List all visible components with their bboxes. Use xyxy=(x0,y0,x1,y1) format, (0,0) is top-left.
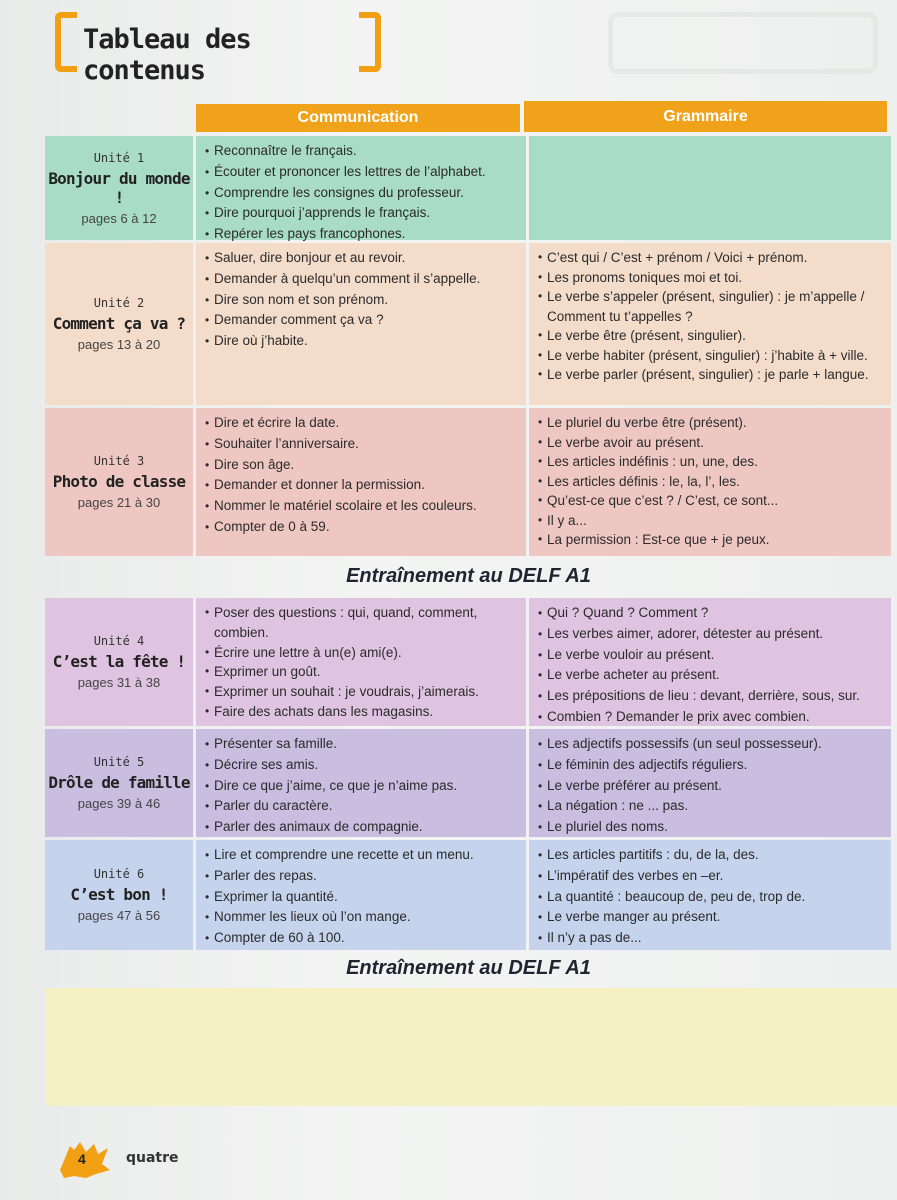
list-item: • Les adjectifs possessifs (un seul possesseur). xyxy=(538,734,885,755)
title-bracket-left xyxy=(55,12,77,72)
list-item: • Écrire une lettre à un(e) ami(e). xyxy=(205,643,520,663)
unit-cell xyxy=(45,598,193,726)
communication-cell xyxy=(196,136,526,240)
list-item: • Qu’est-ce que c’est ? / C’est, ce sont... xyxy=(538,491,885,511)
header-communication: Communication xyxy=(196,104,520,132)
unit-row-2 xyxy=(45,243,891,405)
list-item: • La quantité : beaucoup de, peu de, trop de. xyxy=(538,887,885,908)
list-item: • Exprimer un goût. xyxy=(205,662,520,682)
list-item: • Faire des achats dans les magasins. xyxy=(205,702,520,722)
delf-heading: Entraînement au DELF A1 xyxy=(346,565,591,587)
list-item: • Demander à quelqu’un comment il s’appelle. xyxy=(205,269,520,290)
title-frame xyxy=(55,12,381,86)
list-item: • Le verbe préférer au présent. xyxy=(538,776,885,797)
unit-number: Unité 6 xyxy=(93,867,145,881)
unit-pages: pages 6 à 12 xyxy=(81,210,157,226)
header-grammaire: Grammaire xyxy=(524,101,887,132)
unit-pages: pages 21 à 30 xyxy=(77,495,161,510)
list-item: • Les prépositions de lieu : devant, derrière, sous, sur. xyxy=(538,686,885,707)
unit-cell xyxy=(45,729,193,837)
unit-name: C’est la fête ! xyxy=(52,652,186,671)
unit-pages: pages 39 à 46 xyxy=(77,796,161,811)
list-item: • Les articles indéfinis : un, une, des. xyxy=(538,452,885,472)
list-item: • Le verbe habiter (présent, singulier) : j’habite à + ville. xyxy=(538,346,885,366)
page-title: Tableau des contenus xyxy=(83,24,251,86)
unit-pages: pages 13 à 20 xyxy=(77,337,161,352)
list-item: • Les verbes aimer, adorer, détester au présent. xyxy=(538,624,885,645)
unit-row-6 xyxy=(45,840,891,950)
unit-name: Bonjour du monde ! xyxy=(48,168,190,207)
list-item: • Comprendre les consignes du professeur. xyxy=(205,183,520,204)
list-item: • Dire ce que j’aime, ce que je n’aime pas. xyxy=(205,776,520,797)
communication-cell xyxy=(196,729,526,837)
unit-cell xyxy=(45,408,193,556)
unit-row-3 xyxy=(45,408,891,556)
list-item: • Reconnaître le français. xyxy=(205,141,520,162)
unit-number: Unité 3 xyxy=(93,454,145,468)
list-item: • Les pronoms toniques moi et toi. xyxy=(538,268,885,288)
list-item: • Dire où j’habite. xyxy=(205,331,520,352)
unit-row-4 xyxy=(45,598,891,726)
delf-heading: Entraînement au DELF A1 xyxy=(346,957,591,979)
unit-number: Unité 5 xyxy=(93,755,145,769)
unit-cell xyxy=(45,136,193,240)
list-item: • Il y a... xyxy=(538,511,885,531)
list-item: • Présenter sa famille. xyxy=(205,734,520,755)
list-item: • Le féminin des adjectifs réguliers. xyxy=(538,755,885,776)
list-item: • Demander comment ça va ? xyxy=(205,310,520,331)
unit-row-1 xyxy=(45,136,891,240)
unit-number: Unité 1 xyxy=(93,150,145,165)
list-item: • Souhaiter l’anniversaire. xyxy=(205,434,520,455)
list-item: • Parler du caractère. xyxy=(205,796,520,817)
list-item: • Le verbe être (présent, singulier). xyxy=(538,326,885,346)
list-item: • Compter de 0 à 59. xyxy=(205,517,520,538)
list-item: • Compter de 60 à 100. xyxy=(205,928,520,949)
list-item: • Dire son nom et son prénom. xyxy=(205,290,520,311)
communication-cell xyxy=(196,243,526,405)
faded-back-page-frame xyxy=(608,12,878,74)
page-word: quatre xyxy=(126,1150,179,1166)
unit-cell xyxy=(45,840,193,950)
list-item: • Nommer le matériel scolaire et les couleurs. xyxy=(205,496,520,517)
list-item: • Nommer les lieux où l’on mange. xyxy=(205,907,520,928)
list-item: • Lire et comprendre une recette et un menu. xyxy=(205,845,520,866)
list-item: • Le pluriel du verbe être (présent). xyxy=(538,413,885,433)
communication-cell xyxy=(196,598,526,726)
grammaire-cell xyxy=(529,408,891,556)
list-item: • Exprimer un souhait : je voudrais, j’aimerais. xyxy=(205,682,520,702)
list-item: • Combien ? Demander le prix avec combien. xyxy=(538,707,885,728)
unit-name: C’est bon ! xyxy=(70,885,168,904)
unit-row-5 xyxy=(45,729,891,837)
list-item: • Le verbe manger au présent. xyxy=(538,907,885,928)
list-item: • Le verbe avoir au présent. xyxy=(538,433,885,453)
list-item: • Décrire ses amis. xyxy=(205,755,520,776)
list-item: • Le verbe parler (présent, singulier) : je parle + langue. xyxy=(538,365,885,385)
list-item: • Écouter et prononcer les lettres de l’alphabet. xyxy=(205,162,520,183)
list-item: • Le pluriel des noms. xyxy=(538,817,885,838)
unit-name: Comment ça va ? xyxy=(52,314,186,333)
grammaire-cell xyxy=(529,729,891,837)
list-item: • C’est qui / C’est + prénom / Voici + prénom. xyxy=(538,248,885,268)
communication-cell xyxy=(196,840,526,950)
grammaire-cell xyxy=(529,243,891,405)
list-item: • Repérer les pays francophones. xyxy=(205,224,520,245)
list-item: • Demander et donner la permission. xyxy=(205,475,520,496)
list-item: • Parler des animaux de compagnie. xyxy=(205,817,520,838)
unit-name: Drôle de famille xyxy=(48,773,190,792)
unit-pages: pages 31 à 38 xyxy=(77,675,161,690)
grammaire-cell xyxy=(529,136,891,240)
unit-number: Unité 4 xyxy=(93,634,145,648)
list-item: • Les articles partitifs : du, de la, des. xyxy=(538,845,885,866)
page-number: 4 xyxy=(78,1151,86,1167)
list-item: • Le verbe acheter au présent. xyxy=(538,665,885,686)
list-item: • Qui ? Quand ? Comment ? xyxy=(538,603,885,624)
list-item: • La négation : ne ... pas. xyxy=(538,796,885,817)
grammaire-cell xyxy=(529,840,891,950)
list-item: • Poser des questions : qui, quand, comment, combien. xyxy=(205,603,520,643)
list-item: • Dire pourquoi j’apprends le français. xyxy=(205,203,520,224)
communication-cell xyxy=(196,408,526,556)
unit-cell xyxy=(45,243,193,405)
grammaire-cell xyxy=(529,598,891,726)
list-item: • Dire son âge. xyxy=(205,455,520,476)
yellow-content-block xyxy=(45,988,897,1106)
list-item: • Les articles définis : le, la, l’, les. xyxy=(538,472,885,492)
list-item: • Exprimer la quantité. xyxy=(205,887,520,908)
list-item: • Il n’y a pas de... xyxy=(538,928,885,949)
list-item: • Dire et écrire la date. xyxy=(205,413,520,434)
list-item: • La permission : Est-ce que + je peux. xyxy=(538,530,885,550)
list-item: • L’impératif des verbes en –er. xyxy=(538,866,885,887)
unit-number: Unité 2 xyxy=(93,296,145,310)
list-item: • Parler des repas. xyxy=(205,866,520,887)
unit-pages: pages 47 à 56 xyxy=(77,908,161,923)
list-item: • Le verbe vouloir au présent. xyxy=(538,645,885,666)
unit-name: Photo de classe xyxy=(52,472,186,491)
list-item: • Le verbe s’appeler (présent, singulier) : je m’appelle / Comment tu t’appelles ? xyxy=(538,287,885,326)
list-item: • Saluer, dire bonjour et au revoir. xyxy=(205,248,520,269)
